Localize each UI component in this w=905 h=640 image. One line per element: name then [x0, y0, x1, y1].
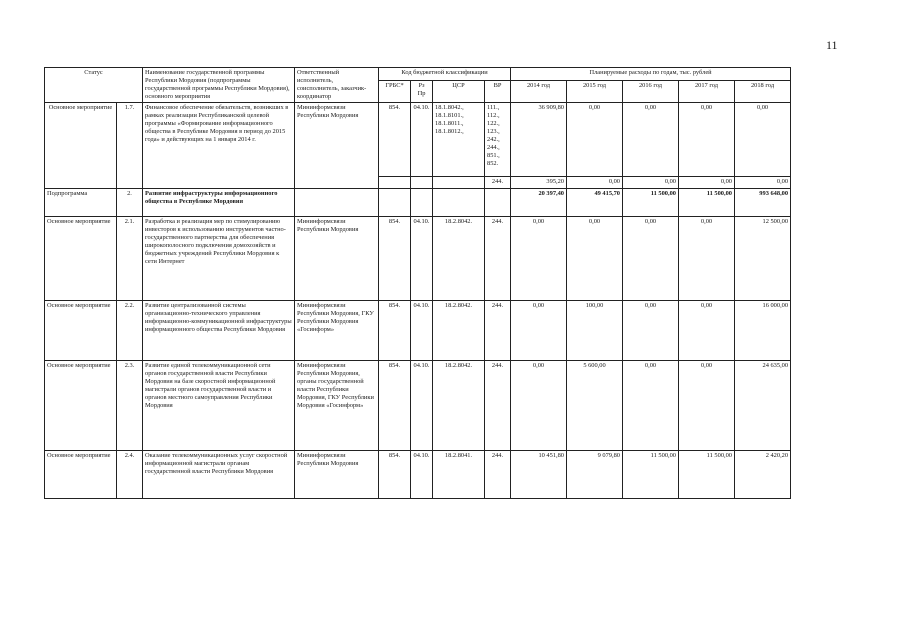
header-pr: Пр: [417, 89, 426, 97]
row-vr: 244.: [485, 177, 511, 189]
table-row: [45, 451, 791, 499]
header-year: 2016 год: [623, 80, 679, 102]
row-vr: 244.: [485, 217, 511, 301]
row-grbs: 854.: [379, 361, 411, 451]
row-value: 0,00: [679, 177, 735, 189]
row-value: 0,00: [511, 301, 567, 361]
row-executor: Мининформсвязи Республики Мордовия: [295, 451, 379, 499]
row-status: Основное мероприятие: [45, 103, 117, 189]
row-value: 10 451,80: [511, 451, 567, 499]
row-csr: 18.2.8042.: [433, 301, 485, 361]
table-row: [45, 301, 791, 361]
header-rz-pr: [411, 80, 433, 102]
header-year: 2018 год: [735, 80, 791, 102]
row-value: 24 635,00: [735, 361, 791, 451]
row-value: 0,00: [623, 217, 679, 301]
row-value: 5 600,00: [567, 361, 623, 451]
row-value: 0,00: [623, 361, 679, 451]
header-name: Наименование государственной программы Республики Мордовия (подпрограммы государственной программы Республики Мордовия), основного мероприятия: [143, 68, 295, 103]
row-vr: 244.: [485, 361, 511, 451]
header-row: [45, 68, 791, 81]
row-number: 1.7.: [117, 103, 143, 189]
row-status: Основное мероприятие: [45, 451, 117, 499]
row-csr: 18.2.8041.: [433, 451, 485, 499]
row-status: Основное мероприятие: [45, 217, 117, 301]
row-value: 11 500,00: [623, 189, 679, 217]
row-number: 2.3.: [117, 361, 143, 451]
row-grbs: 854.: [379, 301, 411, 361]
row-rz: 04.10.: [411, 361, 433, 451]
row-value: 0,00: [567, 217, 623, 301]
row-grbs: [379, 189, 411, 217]
table-row: [45, 361, 791, 451]
table-row: [45, 217, 791, 301]
header-year: 2015 год: [567, 80, 623, 102]
row-value: 0,00: [679, 361, 735, 451]
row-value: 20 397,40: [511, 189, 567, 217]
header-budget-code: Код бюджетной классификации: [379, 68, 511, 81]
row-value: 0,00: [623, 177, 679, 189]
table-row: [45, 103, 791, 177]
row-value: 0,00: [735, 177, 791, 189]
header-year: 2017 год: [679, 80, 735, 102]
row-name: Развитие инфраструктуры информационного общества в Республике Мордовия: [143, 189, 295, 217]
header-vr: ВР: [485, 80, 511, 102]
row-rz: 04.10.: [411, 217, 433, 301]
row-value: 0,00: [567, 103, 623, 177]
row-value: 12 500,00: [735, 217, 791, 301]
row-status: Основное мероприятие: [45, 361, 117, 451]
header-csr: ЦСР: [433, 80, 485, 102]
row-number: 2.: [117, 189, 143, 217]
header-rz: Рз: [418, 81, 425, 89]
row-rz: 04.10.: [411, 451, 433, 499]
row-executor: Мининформсвязи Республики Мордовия: [295, 217, 379, 301]
header-year: 2014 год: [511, 80, 567, 102]
row-value: 11 500,00: [623, 451, 679, 499]
row-executor: Мининформсвязи Республики Мордовия: [295, 103, 379, 189]
row-grbs: 854.: [379, 451, 411, 499]
row-executor: Мининформсвязи Республики Мордовия, органы государственной власти Республики Мордовия, ГКУ Республики Мордовия «Госинформ»: [295, 361, 379, 451]
row-vr: 244.: [485, 451, 511, 499]
row-number: 2.2.: [117, 301, 143, 361]
row-name: Развитие централизованной системы организационно-технического управления информационно-коммуникационной инфраструктуры информационного общества Республики Мордовия: [143, 301, 295, 361]
row-value: 49 415,70: [567, 189, 623, 217]
header-grbs: ГРБС*: [379, 80, 411, 102]
row-grbs: [379, 177, 411, 189]
row-value: 100,00: [567, 301, 623, 361]
row-vr: [485, 189, 511, 217]
row-name: Развитие единой телекоммуникационной сети органов государственной власти Республики Мордовия на базе скоростной информационной магистрали органов государственной власти и органов местного самоуправления Республики Мордовия: [143, 361, 295, 451]
header-executor: Ответственный исполнитель, соисполнитель, заказчик-координатор: [295, 68, 379, 103]
row-value: 11 500,00: [679, 189, 735, 217]
row-vr: 244.: [485, 301, 511, 361]
table-row: [45, 189, 791, 217]
header-status: Статус: [45, 68, 143, 103]
header-expenses: Планируемые расходы по годам, тыс. рублей: [511, 68, 791, 81]
row-value: 0,00: [511, 361, 567, 451]
row-value: 0,00: [679, 301, 735, 361]
row-csr: 18.1.8042., 18.1.8101., 18.1.8011., 18.1.8012.,: [433, 103, 485, 177]
row-value: 2 420,20: [735, 451, 791, 499]
row-name: Разработка и реализация мер по стимулированию инвесторов к использованию инструментов частно-государственного партнерства для обеспечения широкополосного подключения домохозяйств и бюджетных учреждений Республики Мордовия к сети Интернет: [143, 217, 295, 301]
row-csr: [433, 177, 485, 189]
row-grbs: 854.: [379, 217, 411, 301]
row-executor: Мининформсвязи Республики Мордовия, ГКУ Республики Мордовия «Госинформ»: [295, 301, 379, 361]
row-rz: [411, 189, 433, 217]
row-value: 395,20: [511, 177, 567, 189]
row-value: 993 648,00: [735, 189, 791, 217]
row-csr: 18.2.8042.: [433, 217, 485, 301]
row-status: Подпрограмма: [45, 189, 117, 217]
row-csr: 18.2.8042.: [433, 361, 485, 451]
row-number: 2.1.: [117, 217, 143, 301]
budget-table: [44, 67, 791, 499]
row-name: Финансовое обеспечение обязательств, возникших в рамках реализации Республиканской целевой программы «Формирование информационного общества в Республике Мордовия в период до 2015 года» и действующих на 1 января 2014 г.: [143, 103, 295, 189]
row-executor: [295, 189, 379, 217]
page-number: 11: [826, 38, 838, 52]
row-rz: 04.10.: [411, 103, 433, 177]
row-value: 0,00: [511, 217, 567, 301]
row-grbs: 854.: [379, 103, 411, 177]
row-rz: 04.10.: [411, 301, 433, 361]
row-value: 0,00: [623, 301, 679, 361]
row-value: 0,00: [679, 217, 735, 301]
row-value: 36 909,80: [511, 103, 567, 177]
row-value: 0,00: [567, 177, 623, 189]
row-value: 16 000,00: [735, 301, 791, 361]
row-status: Основное мероприятие: [45, 301, 117, 361]
row-name: Оказание телекоммуникационных услуг скоростной информационной магистрали органам государственной власти Республики Мордовия: [143, 451, 295, 499]
row-number: 2.4.: [117, 451, 143, 499]
row-vr: 111., 112., 122., 123., 242., 244., 851., 852.: [485, 103, 511, 177]
row-value: 11 500,00: [679, 451, 735, 499]
row-rz: [411, 177, 433, 189]
row-csr: [433, 189, 485, 217]
row-value: 0,00: [735, 103, 791, 177]
row-value: 0,00: [679, 103, 735, 177]
row-value: 9 079,80: [567, 451, 623, 499]
row-value: 0,00: [623, 103, 679, 177]
